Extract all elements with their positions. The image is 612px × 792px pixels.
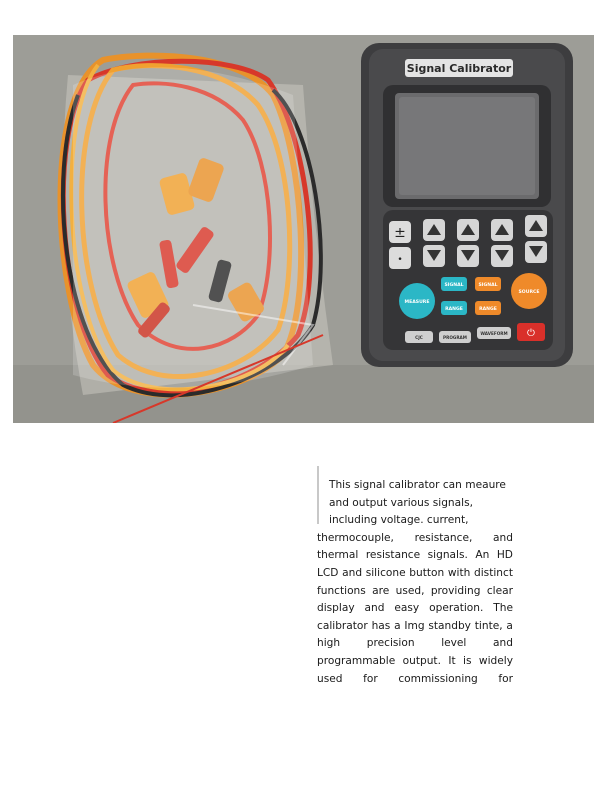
description-line <box>317 635 513 653</box>
power-icon: ⏻ <box>527 328 535 339</box>
description-word: are <box>372 584 390 597</box>
product-description <box>317 477 513 688</box>
description-word: calibrator <box>317 619 368 632</box>
description-word: used, <box>395 584 425 597</box>
description-word: precision <box>366 637 415 650</box>
description-word: high <box>317 637 341 650</box>
description-word: distinct <box>474 566 513 579</box>
range-source-key-label: RANGE <box>479 307 497 312</box>
measure-button-label: MEASURE <box>404 300 430 305</box>
description-word: output. <box>402 654 441 667</box>
description-line <box>317 583 513 601</box>
signal-source-key-label: SIGNAL <box>478 283 498 288</box>
description-word: widely <box>478 654 513 667</box>
description-line: and output various signals, <box>329 496 473 509</box>
description-indented-lines <box>317 477 513 530</box>
dot-key-label: • <box>397 255 403 265</box>
description-line <box>317 653 513 671</box>
description-word: programmable <box>317 654 396 667</box>
description-word: and <box>364 602 385 615</box>
description-word: The <box>493 602 513 615</box>
signal-calibrator-device <box>361 43 573 367</box>
description-line <box>317 618 513 636</box>
description-word: with <box>447 566 471 579</box>
description-word: standby <box>428 619 471 632</box>
description-line <box>317 565 513 583</box>
description-word: and <box>493 637 513 650</box>
description-word: An <box>475 549 490 562</box>
plus-minus-key-label: ± <box>394 225 406 241</box>
description-word: functions <box>317 584 366 597</box>
description-word: has <box>371 619 391 632</box>
product-photo <box>13 35 594 423</box>
description-word: a <box>506 619 513 632</box>
description-word: silicone <box>365 566 406 579</box>
description-word: clear <box>486 584 513 597</box>
description-word: commissioning <box>398 672 478 685</box>
description-word: It <box>448 654 456 667</box>
description-word: and <box>342 566 363 579</box>
cjc-key-label: CJC <box>415 335 423 340</box>
description-word: thermocouple, <box>317 531 394 544</box>
description-line <box>317 600 513 618</box>
description-word: Img <box>404 619 425 632</box>
range-measure-key-label: RANGE <box>445 307 463 312</box>
description-word: level <box>441 637 467 650</box>
signal-measure-key-label: SIGNAL <box>444 283 464 288</box>
description-word: and <box>493 531 513 544</box>
photo-illustration <box>13 35 594 423</box>
description-word: easy <box>394 602 420 615</box>
description-word: for <box>363 672 378 685</box>
description-word: a <box>394 619 401 632</box>
description-word: button <box>409 566 445 579</box>
description-line <box>317 530 513 548</box>
description-word: thermal <box>317 549 359 562</box>
description-word: used <box>317 672 343 685</box>
description-line <box>317 671 513 689</box>
cable-bag <box>61 56 334 423</box>
program-key-label: PROGRAM <box>443 335 467 340</box>
waveform-key-label: WAVEFORM <box>480 331 508 336</box>
description-word: resistance <box>365 549 421 562</box>
description-word: tinte, <box>474 619 503 632</box>
description-word: is <box>463 654 472 667</box>
description-body-lines <box>317 530 513 688</box>
description-word: operation. <box>429 602 484 615</box>
description-word: for <box>498 672 513 685</box>
description-word: LCD <box>317 566 339 579</box>
description-word: display <box>317 602 355 615</box>
description-word: HD <box>496 549 513 562</box>
description-line: including voltage. current, <box>329 514 469 527</box>
description-line <box>317 547 513 565</box>
description-word: resistance, <box>414 531 473 544</box>
source-button-label: SOURCE <box>518 290 540 295</box>
description-word: signals. <box>427 549 468 562</box>
description-line: This signal calibrator can meaure <box>329 479 506 491</box>
description-word: providing <box>430 584 481 597</box>
device-title: Signal Calibrator <box>406 62 512 75</box>
